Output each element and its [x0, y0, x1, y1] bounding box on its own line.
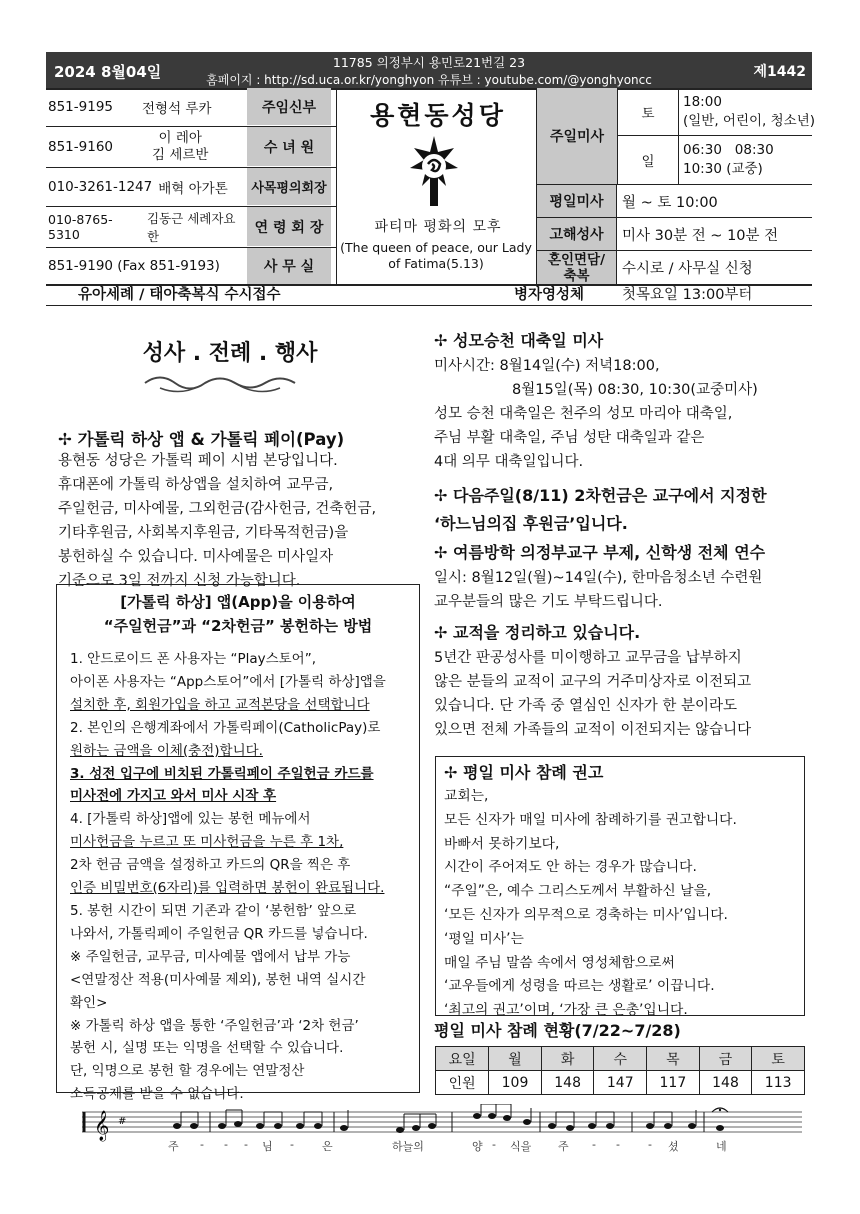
assumption-body	[434, 402, 732, 474]
attendance-title: 평일 미사 참례 현황(7/22~7/28)	[434, 1021, 681, 1040]
step-line: 2차 헌금 금액을 설정하고 카드의 QR을 찍은 후	[70, 857, 351, 874]
summer-body	[434, 566, 762, 614]
lyrics	[82, 1138, 802, 1154]
lyric: 네	[716, 1140, 727, 1153]
text-line: ‘교우들에게 성령을 따르는 생활로’ 이끕니다.	[444, 978, 715, 995]
contact-phone: 851-9195	[48, 99, 113, 115]
sick-communion-time: 첫목요일 13:00부터	[622, 287, 753, 303]
sick-communion-label: 병자영성체	[514, 287, 585, 303]
svg-text:#: #	[118, 1116, 127, 1127]
step-line: 아이폰 사용자는 “App스토어”에서 [가톨릭 하상]앱을	[70, 673, 386, 690]
contact-phone: 851-9160	[48, 139, 113, 155]
divider	[678, 88, 679, 184]
text-line: 4대 의무 대축일입니다.	[434, 454, 584, 470]
howto-title-line: [가톨릭 하상] 앱(App)을 이용하여	[120, 593, 356, 611]
table-cell: 월	[489, 1047, 542, 1071]
text-line: 교우분들의 많은 기도 부탁드립니다.	[434, 594, 663, 610]
step-line: ※ 가톨릭 하상 앱을 통한 ‘주일헌금’과 ‘2차 헌금’	[70, 1017, 359, 1034]
table-cell: 화	[541, 1047, 594, 1071]
step-line: 봉헌 시, 실명 또는 익명을 선택할 수 있습니다.	[70, 1040, 344, 1057]
step-line: 단, 익명으로 봉헌 할 경우에는 연말정산	[70, 1063, 305, 1080]
cross-icon: ✢	[58, 430, 72, 449]
lyric: 하늘의	[392, 1140, 424, 1153]
top-banner	[46, 52, 812, 88]
cross-icon: ✢	[434, 543, 448, 562]
cross-icon: ✢	[434, 486, 448, 505]
lyric: 식을	[510, 1140, 532, 1153]
lyric: 은	[322, 1140, 333, 1153]
weekday-mass-heading	[444, 760, 603, 783]
lyric: 주	[168, 1140, 179, 1153]
weekday-mass-label: 평일미사	[537, 185, 616, 217]
step-line: 확인>	[70, 994, 108, 1011]
church-name: 용현동성당	[370, 101, 506, 130]
howto-title-line: “주일헌금”과 “2차헌금” 봉헌하는 방법	[103, 617, 373, 635]
church-address: 11785 의정부시 용민로21번길 23	[332, 55, 526, 70]
text-line: 휴대폰에 가톨릭 하상앱을 설치하여 교무금,	[58, 477, 334, 493]
marriage-text: 수시로 / 사무실 신청	[622, 261, 753, 277]
confession-time: 미사 30분 전 ~ 10분 전	[622, 227, 779, 244]
lyric: -	[592, 1138, 596, 1151]
church-emblem-icon	[404, 134, 464, 208]
second-collection-line: 다음주일(8/11) 2차헌금은 교구에서 지정한	[452, 486, 767, 505]
lyric: -	[492, 1138, 496, 1151]
attendance-table	[435, 1046, 805, 1095]
step-line: 미사헌금을 누르고 또 미사헌금을 누른 후 1차,	[70, 834, 344, 851]
contact-row	[46, 127, 246, 167]
contact-phone: 010-3261-1247	[48, 179, 153, 195]
sunday-label: 일	[641, 154, 655, 170]
step-line: 나와서, 가톨릭페이 주일헌금 QR 카드를 넣습니다.	[70, 925, 368, 942]
marriage-label: 혼인면담/ 축복	[537, 251, 616, 284]
contact-role: 주임신부	[247, 88, 331, 125]
weekday-mass-title: 평일 미사 참례 권고	[462, 763, 604, 782]
assumption-time-2: 8월15일(목) 08:30, 10:30(교중미사)	[512, 382, 758, 398]
patron-title-english: (The queen of peace, our Lady of Fatima(5.13)	[340, 240, 532, 271]
text-line: ‘평일 미사’는	[444, 930, 524, 947]
svg-text:𝄞: 𝄞	[94, 1111, 110, 1141]
ornament-divider-icon	[140, 370, 300, 396]
contact-name: 전형석 루카	[142, 101, 212, 117]
step-line: 미사전에 가지고 와서 미사 시작 후	[70, 788, 277, 805]
text-line: 있습니다. 단 가족 중 열심인 신자가 한 분이라도	[434, 698, 738, 714]
contact-role: 사목평의회장	[247, 168, 331, 205]
howto-steps	[70, 648, 386, 1106]
saturday-mass-time: 18:00 (일반, 어린이, 청소년)	[683, 93, 816, 129]
contact-row	[46, 168, 246, 206]
cross-icon: ✢	[444, 763, 458, 782]
lyric: -	[244, 1138, 248, 1151]
text-line: 5년간 판공성사를 미이행하고 교무금을 납부하지	[434, 650, 742, 666]
summer-title: 여름방학 의정부교구 부제, 신학생 전체 연수	[452, 543, 766, 562]
contact-phone: 851-9190 (Fax 851-9193)	[48, 258, 220, 274]
cross-icon: ✢	[434, 331, 448, 350]
contact-row	[46, 88, 246, 126]
lyric: 셨	[668, 1140, 679, 1153]
lyric: 양	[472, 1140, 483, 1153]
text-line: 시간이 주어져도 안 하는 경우가 많습니다.	[444, 859, 697, 876]
text-line: 매일 주님 말씀 속에서 영성체함으로써	[444, 954, 675, 971]
assumption-time-1: 미사시간: 8월14일(수) 저녁18:00,	[434, 358, 660, 374]
saturday-label: 토	[641, 105, 655, 122]
step-line: 1. 안드로이드 폰 사용자는 “Play스토어”,	[70, 651, 317, 667]
baptism-notice: 유아세례 / 태아축복식 수시접수	[78, 287, 281, 303]
confession-label: 고해성사	[537, 218, 616, 250]
pay-heading	[58, 426, 344, 450]
pay-body	[58, 449, 376, 593]
text-line: ‘최고의 권고’이며, ‘가장 큰 은총’입니다.	[444, 1002, 688, 1019]
lyric: -	[290, 1138, 294, 1151]
pay-title: 가톨릭 하상 앱 & 가톨릭 페이(Pay)	[77, 430, 345, 449]
lyric: -	[648, 1138, 652, 1151]
lyric: 주	[558, 1140, 569, 1153]
text-line: 성모 승천 대축일은 천주의 성모 마리아 대축일,	[434, 406, 733, 422]
text-line: 주님 부활 대축일, 주님 성탄 대축일과 같은	[434, 430, 705, 446]
issue-number: 제1442	[753, 64, 806, 80]
divider	[46, 206, 336, 207]
table-cell: 117	[647, 1071, 700, 1095]
contact-role: 수 녀 원	[247, 127, 331, 166]
website-info: 홈페이지 : http://sd.uca.or.kr/yonghyon 유튜브 : youtube.com/@yonghyoncc	[206, 73, 652, 87]
step-line: 3. 성전 입구에 비치된 가톨릭페이 주일헌금 카드를	[70, 765, 374, 782]
registry-body	[434, 646, 751, 742]
contact-row	[46, 248, 246, 284]
table-cell: 148	[699, 1071, 752, 1095]
lyric: -	[616, 1138, 620, 1151]
text-line: 않은 분들의 교적이 교구의 거주미상자로 이전되고	[434, 674, 752, 690]
table-cell: 148	[541, 1071, 594, 1095]
weekday-mass-time: 월 ~ 토 10:00	[622, 194, 718, 211]
text-line: 일시: 8월12일(월)~14일(수), 한마음청소년 수련원	[434, 570, 763, 586]
assumption-title: 성모승천 대축일 미사	[452, 331, 604, 350]
divider	[46, 305, 812, 306]
table-cell: 토	[752, 1047, 805, 1071]
text-line: 기준으로 3일 전까지 신청 가능합니다.	[58, 573, 301, 589]
issue-date: 2024 8월04일	[54, 63, 162, 81]
summer-heading	[434, 540, 765, 563]
section-title: 성사 . 전례 . 행사	[142, 341, 318, 366]
divider	[616, 185, 617, 284]
registry-title: 교적을 정리하고 있습니다.	[452, 623, 641, 642]
text-line: “주일”은, 예수 그리스도께서 부활하신 날을,	[444, 883, 712, 900]
table-row	[436, 1071, 805, 1095]
divider	[46, 247, 336, 248]
text-line: 교회는,	[444, 788, 489, 804]
table-cell: 147	[594, 1071, 647, 1095]
contact-name: 이 레아 김 세르반	[152, 130, 209, 163]
second-collection	[434, 482, 767, 538]
text-line: 있으면 전체 가족들의 교적이 이전되지는 않습니다	[434, 722, 752, 738]
step-line: 4. [가톨릭 하상]앱에 있는 봉헌 메뉴에서	[70, 811, 311, 828]
table-cell: 수	[594, 1047, 647, 1071]
table-cell: 인원	[436, 1071, 489, 1095]
contact-role: 사 무 실	[247, 248, 331, 284]
text-line: 봉헌하실 수 있습니다. 미사예물은 미사일자	[58, 549, 334, 565]
text-line: 모든 신자가 매일 미사에 참례하기를 권고합니다.	[444, 811, 737, 828]
divider	[46, 126, 336, 127]
divider	[46, 167, 336, 168]
contact-name: 김동근 세례자요한	[147, 211, 236, 244]
step-line: 소득공제를 받을 수 없습니다.	[70, 1086, 244, 1103]
table-cell: 113	[752, 1071, 805, 1095]
howto-title	[58, 590, 418, 638]
step-line: 설치한 후, 회원가입을 하고 교적본당을 선택합니다	[70, 696, 370, 713]
lyric: 님	[262, 1140, 273, 1153]
step-line: 5. 봉헌 시간이 되면 기존과 같이 ‘봉헌함’ 앞으로	[70, 902, 357, 919]
sunday-mass-time: 06:30 08:30 10:30 (교중)	[683, 142, 774, 177]
contact-row	[46, 207, 246, 247]
step-line: 인증 비밀번호(6자리)를 입력하면 봉헌이 완료됩니다.	[70, 880, 385, 897]
weekday-mass-body	[444, 785, 737, 1023]
table-cell: 요일	[436, 1047, 489, 1071]
table-cell: 금	[699, 1047, 752, 1071]
second-collection-line: ‘하느님의집 후원금’입니다.	[434, 514, 628, 533]
step-line: ※ 주일헌금, 교무금, 미사예물 앱에서 납부 가능	[70, 948, 351, 965]
step-line: 원하는 금액을 이체(충전)합니다.	[70, 742, 263, 759]
table-row	[436, 1047, 805, 1071]
lyric: -	[224, 1138, 228, 1151]
assumption-heading	[434, 328, 603, 351]
lyric: -	[200, 1138, 204, 1151]
table-cell: 109	[489, 1071, 542, 1095]
text-line: 주일헌금, 미사예물, 그외헌금(감사헌금, 건축헌금,	[58, 501, 377, 517]
text-line: 기타후원금, 사회복지후원금, 기타목적헌금)을	[58, 525, 349, 541]
text-line: 용현동 성당은 가톨릭 페이 시범 본당입니다.	[58, 453, 338, 469]
registry-heading	[434, 620, 640, 643]
sunday-mass-label: 주일미사	[537, 88, 617, 184]
step-line: <연말정산 적용(미사예물 제외), 봉헌 내역 실시간	[70, 971, 366, 988]
step-line: 2. 본인의 은행계좌에서 가톨릭페이(CatholicPay)로	[70, 719, 381, 736]
patron-title: 파티마 평화의 모후	[374, 219, 502, 235]
contact-name: 배혁 아가톤	[158, 181, 228, 197]
text-line: 바빠서 못하기보다,	[444, 835, 560, 852]
contact-role: 연 령 회 장	[247, 207, 331, 246]
cross-icon: ✢	[434, 623, 448, 642]
table-cell: 목	[647, 1047, 700, 1071]
text-line: ‘모든 신자가 의무적으로 경축하는 미사’입니다.	[444, 906, 728, 923]
contact-phone: 010-8765-5310	[48, 212, 113, 242]
